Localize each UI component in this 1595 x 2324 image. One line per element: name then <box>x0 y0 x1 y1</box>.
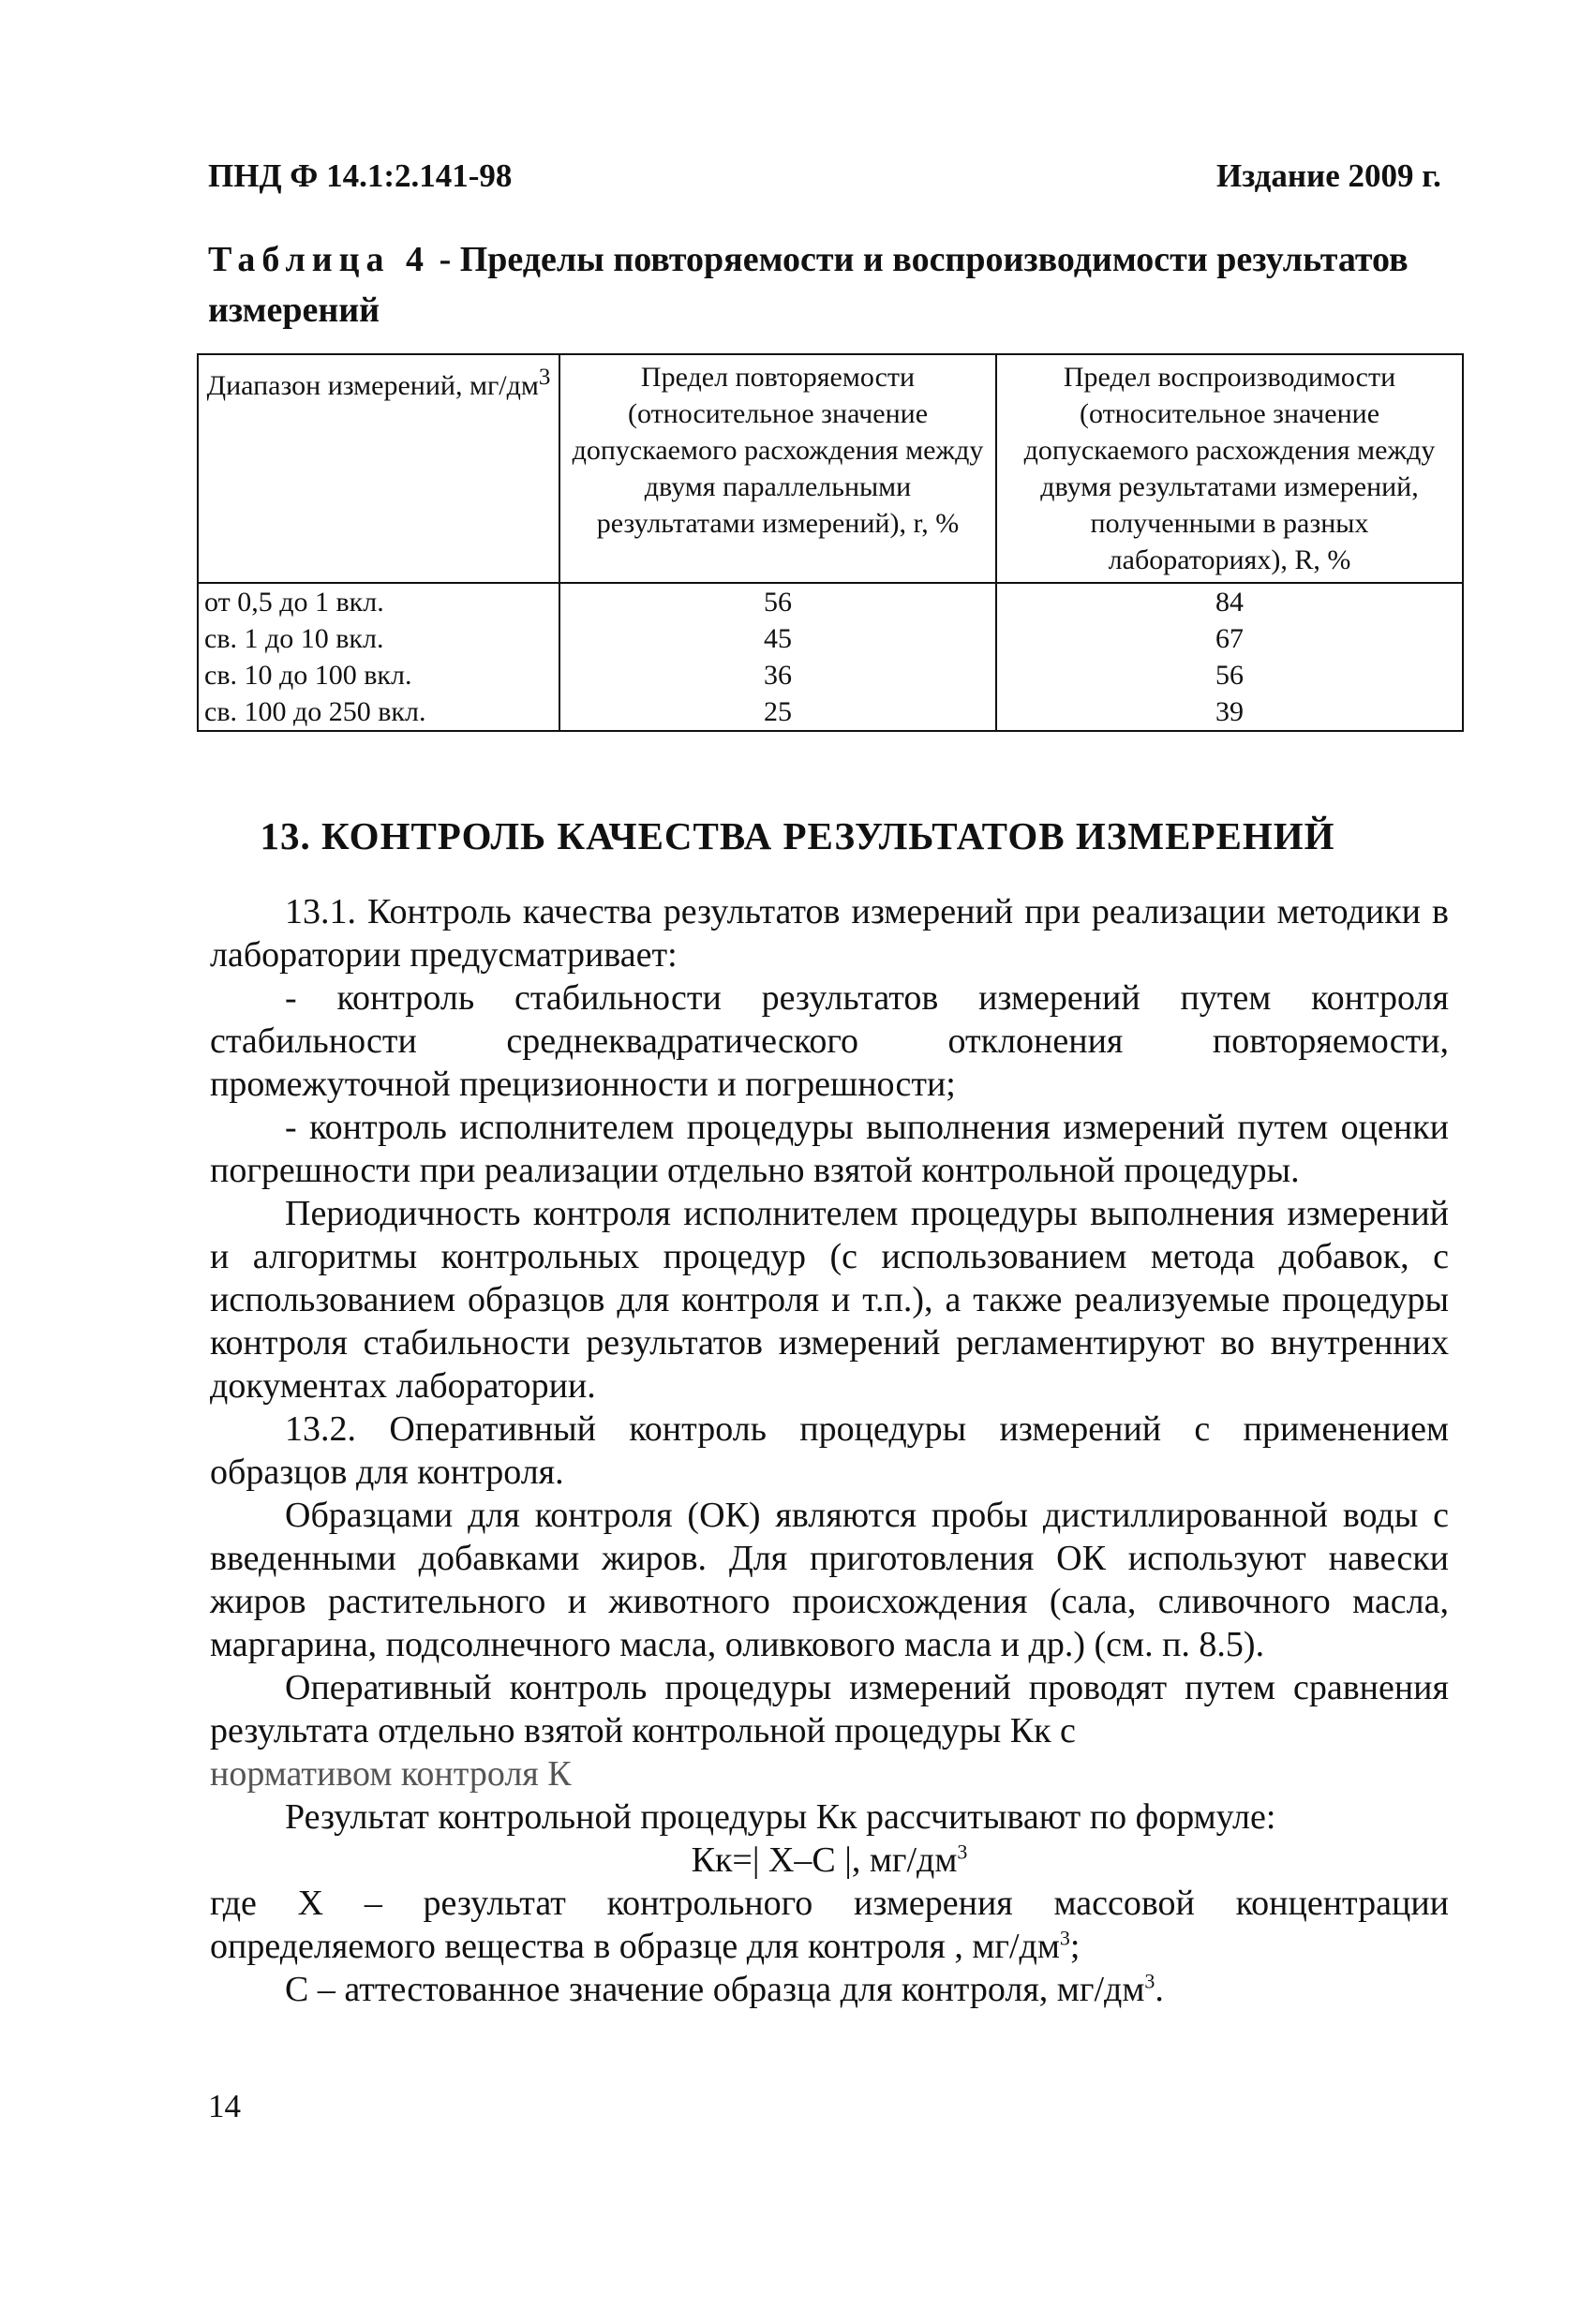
table-row <box>198 620 1463 657</box>
repeatability-cell: 25 <box>559 693 996 731</box>
paragraph-13-2: 13.2. Оперативный контроль процедуры измерений с применением образцов для контроля. <box>210 1409 1449 1492</box>
table-row <box>198 583 1463 620</box>
table-caption-lead: Таблица 4 <box>208 240 431 279</box>
repeatability-cell: 56 <box>559 583 996 620</box>
column-header-repeatability: Предел повторяемости (относительное значение допускаемого расхождения между двумя параллельными результатами измерений), r, % <box>559 354 996 583</box>
limits-table <box>197 353 1464 732</box>
paragraph-control-samples: Образцами для контроля (ОК) являются пробы дистиллированной воды с введенными добавками жиров. Для приготовления ОК используют навески жиров растительного и животного происхождения (сала, сливочного масла, маргарина, подсолнечного масла, оливкового масла и др.) (см. п. 8.5). <box>210 1496 1449 1664</box>
reproducibility-cell: 39 <box>996 693 1463 731</box>
paragraph-formula-intro: Результат контрольной процедуры Кк рассчитывают по формуле: <box>285 1797 1276 1837</box>
paragraph-norm-line: нормативом контроля К <box>210 1754 572 1794</box>
page-number: 14 <box>208 2088 241 2124</box>
paragraph-operative-control: Оперативный контроль процедуры измерений проводят путем сравнения результата отдельно взятой контрольной процедуры Кк с <box>210 1668 1449 1750</box>
reproducibility-cell: 84 <box>996 583 1463 620</box>
list-item: - контроль стабильности результатов измерений путем контроля стабильности среднеквадратического отклонения повторяемости, промежуточной прецизионности и погрешности; <box>210 978 1449 1104</box>
section-title: 13. КОНТРОЛЬ КАЧЕСТВА РЕЗУЛЬТАТОВ ИЗМЕРЕНИЙ <box>260 814 1335 857</box>
table-header-row <box>198 354 1463 583</box>
range-cell: св. 10 до 100 вкл. <box>198 657 559 693</box>
range-cell: св. 1 до 10 вкл. <box>198 620 559 657</box>
paragraph-periodicity: Периодичность контроля исполнителем процедуры выполнения измерений и алгоритмы контрольных процедур (с использованием метода добавок, с использованием образцов для контроля и т.п.), а также реализуемые процедуры контроля стабильности результатов измерений регламентируют во внутренних документах лаборатории. <box>210 1194 1449 1406</box>
paragraph-where-c: C – аттестованное значение образца для контроля, $мг/дм^3$. <box>285 1969 1164 2009</box>
reproducibility-cell: 67 <box>996 620 1463 657</box>
paragraph-where-x: где X – результат контрольного измерения массовой концентрации определяемого вещества в образце для контроля , $мг/дм^3$; <box>210 1884 1449 1966</box>
section-body <box>210 890 1449 2011</box>
list-item: - контроль исполнителем процедуры выполнения измерений путем оценки погрешности при реализации отдельно взятой контрольной процедуры. <box>210 1108 1449 1190</box>
table-row <box>198 693 1463 731</box>
column-header-range: Диапазон измерений, $мг/дм^3$ <box>198 354 559 583</box>
repeatability-cell: 36 <box>559 657 996 693</box>
reproducibility-cell: 56 <box>996 657 1463 693</box>
range-cell: от 0,5 до 1 вкл. <box>198 583 559 620</box>
range-cell: св. 100 до 250 вкл. <box>198 693 559 731</box>
table-caption <box>208 234 1454 335</box>
column-header-reproducibility: Предел воспроизводимости (относительное значение допускаемого расхождения между двумя результатами измерений, полученными в разных лабораториях), R, % <box>996 354 1463 583</box>
document-code: ПНД Ф 14.1:2.141-98 <box>208 157 513 194</box>
edition-label: Издание 2009 г. <box>1216 157 1441 194</box>
table-row <box>198 657 1463 693</box>
table-caption-text: - Пределы повторяемости и воспроизводимости результатов измерений <box>208 240 1409 330</box>
paragraph-13-1: 13.1. Контроль качества результатов измерений при реализации методики в лаборатории предусматривает: <box>210 892 1449 975</box>
formula: Кк=| X–C |, $мг/дм^3$ <box>691 1840 968 1880</box>
repeatability-cell: 45 <box>559 620 996 657</box>
